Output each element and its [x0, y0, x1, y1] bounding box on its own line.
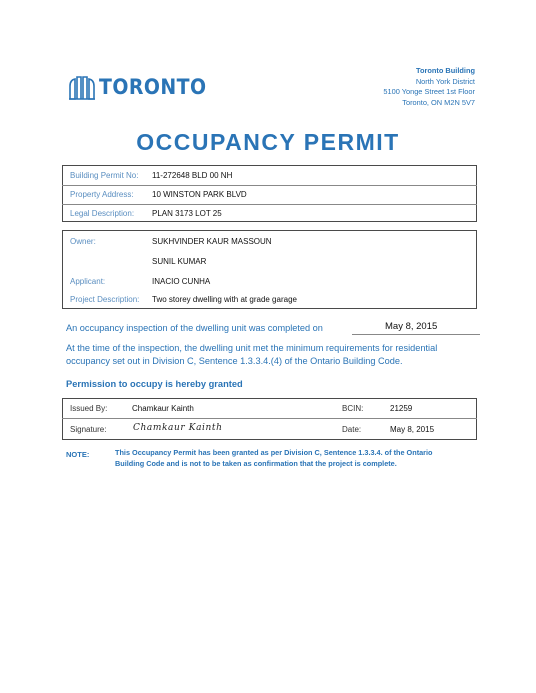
- date-value: May 8, 2015: [390, 425, 435, 434]
- note-line-1: This Occupancy Permit has been granted as per Division C, Sentence 1.3.3.4. of the Ontario: [115, 448, 433, 457]
- property-address-value: 10 WINSTON PARK BLVD: [152, 190, 247, 199]
- inspection-date: May 8, 2015: [385, 321, 438, 332]
- office-name: Toronto Building: [416, 66, 475, 75]
- handwritten-signature: Chamkaur Kainth: [133, 423, 223, 433]
- date-label: Date:: [342, 425, 362, 434]
- note-text: [115, 448, 485, 469]
- property-address-label: Property Address:: [70, 190, 134, 199]
- inspection-date-underline: [352, 334, 480, 335]
- applicant-label: Applicant:: [70, 277, 106, 286]
- signature-label: Signature:: [70, 425, 107, 434]
- toronto-logo: [69, 72, 218, 102]
- requirements-line-2: occupancy set out in Division C, Sentence 1.3.3.4.(4) of the Ontario Building Code.: [66, 355, 403, 366]
- bcin-label: BCIN:: [342, 404, 364, 413]
- legal-description-label: Legal Description:: [70, 209, 135, 218]
- applicant-value: INACIO CUNHA: [152, 277, 211, 286]
- owner-name-1: SUKHVINDER KAUR MASSOUN: [152, 237, 272, 246]
- issued-by-value: Chamkaur Kainth: [132, 404, 194, 413]
- note-line-2: Building Code and is not to be taken as confirmation that the project is complete.: [115, 458, 397, 468]
- logo-wordmark: TORONTO: [99, 75, 207, 99]
- permission-statement: Permission to occupy is hereby granted: [66, 379, 243, 389]
- project-description-value: Two storey dwelling with at grade garage: [152, 295, 297, 304]
- row-divider: [62, 204, 477, 205]
- project-description-label: Project Description:: [70, 295, 140, 304]
- bcin-value: 21259: [390, 404, 413, 413]
- building-permit-label: Building Permit No:: [70, 171, 139, 180]
- office-address: [383, 66, 475, 108]
- requirements-line-1: At the time of the inspection, the dwelling unit met the minimum requirements for residential: [66, 343, 438, 353]
- building-permit-value: 11-272648 BLD 00 NH: [152, 171, 233, 180]
- owner-label: Owner:: [70, 237, 96, 246]
- office-district: North York District: [415, 76, 475, 86]
- office-street: 5100 Yonge Street 1st Floor: [383, 87, 475, 96]
- issued-by-label: Issued By:: [70, 404, 108, 413]
- row-divider: [62, 185, 477, 186]
- inspection-text: An occupancy inspection of the dwelling unit was completed on: [66, 323, 323, 333]
- page-title: OCCUPANCY PERMIT: [136, 129, 400, 155]
- legal-description-value: PLAN 3173 LOT 25: [152, 209, 222, 218]
- requirements-paragraph: [66, 342, 486, 367]
- owner-name-2: SUNIL KUMAR: [152, 257, 207, 266]
- office-city: Toronto, ON M2N 5V7: [402, 97, 475, 107]
- note-label: NOTE:: [66, 450, 90, 459]
- city-hall-icon: [69, 74, 95, 100]
- row-divider: [62, 418, 477, 419]
